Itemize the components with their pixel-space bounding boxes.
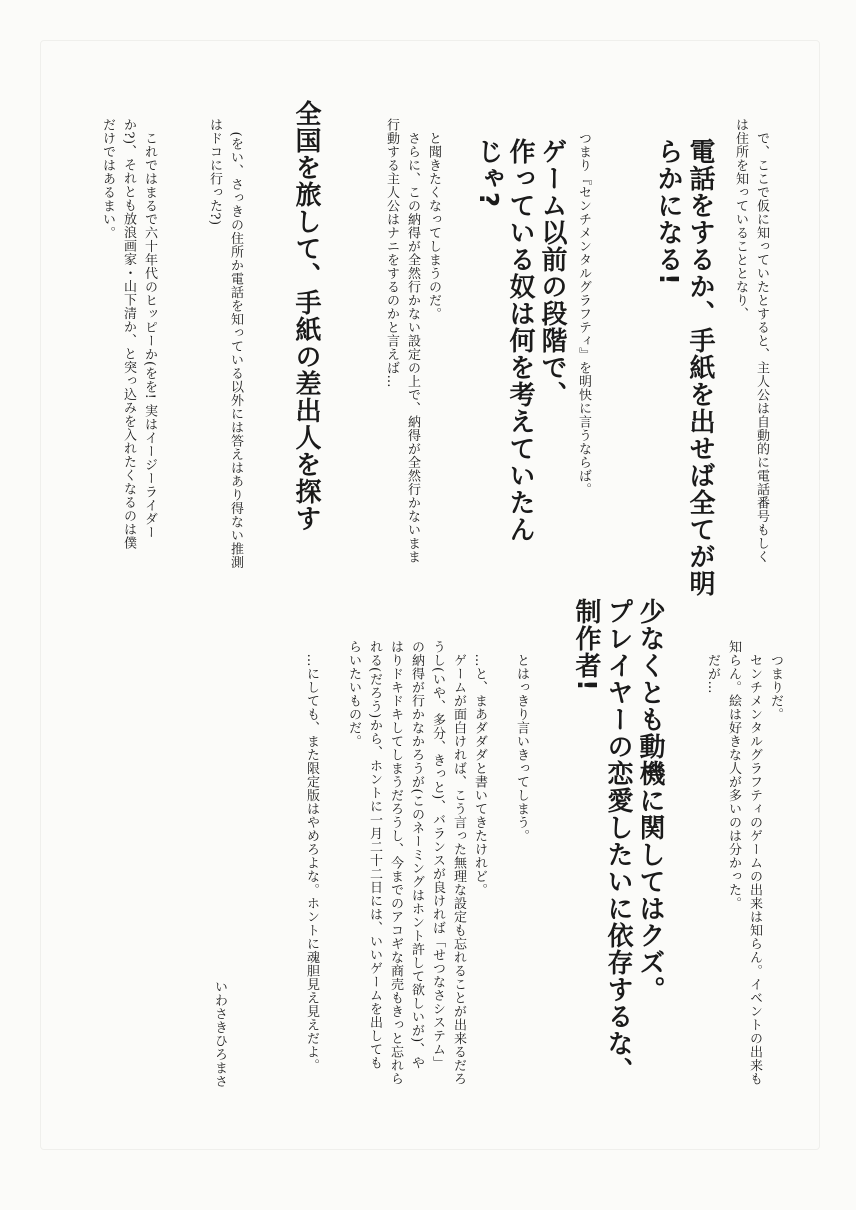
body-paragraph-6: つまりだ。 センチメンタルグラフティのゲームの出来は知らん。イベントの出来も 知らん。絵は好きな人が多いのは分かった。 だが…: [705, 640, 783, 1086]
body-paragraph-1: で、ここで仮に知っていたとすると、主人公は自動的に電話番号もしく は住所を知っていることとなり、: [733, 118, 769, 564]
body-paragraph-4: (をい、さっきの住所か電話を知っている以外には答えはあり得ない推測 はドコに行った?): [207, 118, 243, 570]
heading-before-game-stage: ゲーム以前の段階で、 作っている奴は何を考えていたん じゃ?: [473, 138, 567, 543]
signature: いわさきひろまさ: [212, 980, 227, 1088]
heading-phone-or-letter: 電話をするか、手紙を出せば全てが明 らかになる!: [653, 138, 715, 597]
heading-travel-country: 全国を旅して、手紙の差出人を探す: [291, 100, 321, 532]
body-paragraph-3: と聞きたくなってしまうのだ。 さらに、この納得が全然行かない設定の上で、納得が全然行かないまま 行動する主人公はナニをするのかと言えば…: [384, 118, 441, 564]
body-paragraph-2: つまり『センチメンタルグラフティ』を明快に言うならば。: [576, 118, 591, 496]
heading-motive-trash: 少なくとも動機に関してはクズ。 プレイヤーの恋愛したいに依存するな、 制作者!: [571, 598, 665, 1084]
body-paragraph-7: とはっきり言いきってしまう。 …と、まあダダダと書いてきたけれど。 ゲームが面白ければ、こう言った無理な設定も忘れることが出来るだろ うし(いや、多分、きっと)、バランスが良ければ「せつなさシステム」 の納得が行かなかろうが(このネーミングはホント許して欲しいが)、や はりドキドキしてしまうだろうし、今までのアコギな商売もきっと忘れら れる(だろう)から、ホントに一月二十二日には、いいゲームを出しても らいたいものだ。 …にしても、また限定版はやめろよな。ホントに魂胆見え見えだよ。: [304, 640, 529, 1086]
body-paragraph-5: これではまるで六十年代のヒッピーか(をを! 実はイージーライダー か?)、それとも放浪画家・山下清か、と突っ込みを入れたくなるのは僕 だけではあるまい。: [100, 118, 157, 550]
